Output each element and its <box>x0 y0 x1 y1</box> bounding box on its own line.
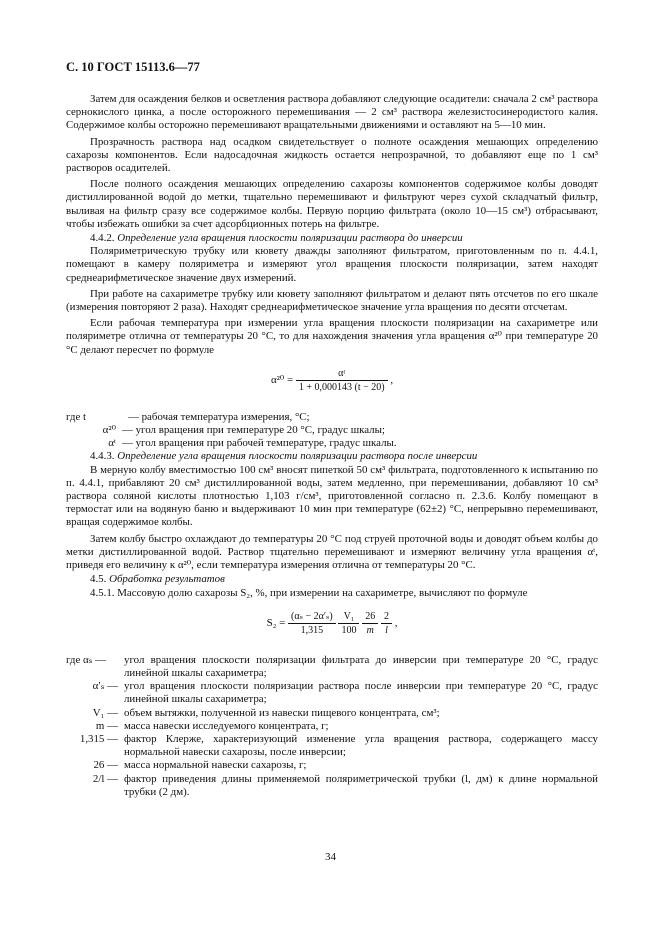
paragraph-cooling: Затем колбу быстро охлаждают до температуры 20 °С под струей проточной воды и доводят объем колбы до метки дистиллированной водой. Раствор тщательно перемешивают и измеряют величину угла вращения αᵗ, приведя его величину к α²⁰, если температура измерения отлична от температуры 20 °С. <box>66 532 598 572</box>
formula-denominator: 1,315 <box>300 624 324 636</box>
formula-numerator: V₁ <box>338 610 359 624</box>
formula-fraction-1 <box>288 610 336 637</box>
where-symbol: αᵗ <box>108 437 116 450</box>
formula-numerator: αᵗ <box>296 367 388 381</box>
where-text: угол вращения плоскости поляризации фильтрата до инверсии при температуре 20 °С, градус линейной шкалы сахариметра; <box>124 653 598 679</box>
formula-sucrose <box>66 610 598 644</box>
where-row <box>66 411 598 424</box>
where-symbol: 2/l — <box>92 772 118 785</box>
where-text: масса навески исследуемого концентрата, г; <box>124 719 329 732</box>
paragraph-filtering: После полного осаждения мешающих определению сахарозы компонентов содержимое колбы доводят дистиллированной водой до метки, тщательно перемешивают и фильтруют через сухой складчатый фильтр, выливая на фильтр сразу все содержимое колбы. Первую порцию фильтрата (около 10—15 см³) отбрасывают, чтобы избежать ошибки за счет адсорбционных потерь на фильтре. <box>66 178 598 230</box>
where-row <box>66 707 598 720</box>
where-text: — угол вращения при рабочей температуре, градус шкалы. <box>122 437 397 450</box>
formula-lhs: α²⁰ = <box>270 373 294 386</box>
where-symbol: 26 — <box>93 759 118 772</box>
section-title: Определение угла вращения плоскости поляризации раствора после инверсии <box>117 450 478 463</box>
formula-numerator: 2 <box>381 610 392 624</box>
formula-temperature-correction <box>66 367 598 401</box>
formula-lhs: S₂ = <box>266 616 286 629</box>
document-body <box>66 93 598 799</box>
paragraph-inversion: В мерную колбу вместимостью 100 см³ вносят пипеткой 50 см³ фильтрата, подготовленного к испытанию по п. 4.4.1, прибавляют 20 см³ дистиллированной воды, затем медленно, при перемешивании, добавляют 10 см³ раствора соляной кислоты плотностью 1,103 г/см³, приготовленной согласно п. 2.3.6. Колбу помещают в термостат или на водяную баню и выдерживают 10 мин при температуре (62±2) °С, непрерывно перемешивают, вращая содержимое колбы. <box>66 463 598 529</box>
where-text: масса нормальной навески сахарозы, г; <box>124 759 307 772</box>
formula-numerator: 26 <box>362 610 378 624</box>
formula-denominator: 100 <box>341 624 357 636</box>
where-row <box>66 733 598 759</box>
where-text: — угол вращения при температуре 20 °С, градус шкалы; <box>122 424 385 437</box>
section-number: 4.5. <box>90 573 107 586</box>
where-symbol: m — <box>95 719 118 732</box>
formula-tail: , <box>394 616 398 629</box>
formula-fraction-2 <box>338 610 359 637</box>
formula-denominator: m <box>366 624 374 636</box>
section-4-5-heading <box>66 573 598 586</box>
where-row <box>66 720 598 733</box>
formula-numerator: (αₛ − 2α′ₛ) <box>288 610 336 624</box>
formula-fraction-4 <box>381 610 392 637</box>
formula-denominator: l <box>385 624 388 636</box>
where-text: — рабочая температура измерения, °С; <box>128 410 310 423</box>
where-symbol: α′ₛ — <box>92 680 118 693</box>
where-text: угол вращения плоскости поляризации раствора после инверсии при температуре 20 °С, градус линейной шкалы сахариметра; <box>124 680 598 706</box>
formula-denominator: 1 + 0,000143 (t − 20) <box>298 382 385 394</box>
where-text: фактор Клерже, характеризующий изменение угла вращения раствора, содержащего массу нормальной навески сахарозы, после инверсии; <box>124 732 598 759</box>
section-number: 4.4.3. <box>90 450 115 463</box>
where-row <box>66 424 598 437</box>
page-number: 34 <box>325 851 336 863</box>
where-text: объем вытяжки, полученной из навески пищевого концентрата, см³; <box>124 706 440 719</box>
where-symbol: где t <box>66 410 87 423</box>
where-symbol: 1,315 — <box>79 732 118 745</box>
page-header: С. 10 ГОСТ 15113.6—77 <box>66 60 200 74</box>
where-row <box>66 654 598 680</box>
formula-tail: , <box>390 373 394 386</box>
paragraph-polarimeter: Поляриметрическую трубку или кювету дважды заполняют фильтратом, приготовленным по п. 4.4.1, помещают в камеру поляриметра и измеряют угол вращения плоскости поляризации, затем находят среднеарифметическое значение двух измерений. <box>66 245 598 284</box>
paragraph-saccharimeter: При работе на сахариметре трубку или кювету заполняют фильтратом и делают пять отсчетов по его шкале (измерения повторяют 2 раза). Находят среднеарифметическое значение угла вращения по десяти отсчетам. <box>66 287 598 314</box>
where-symbol: где αₛ — <box>66 653 107 666</box>
section-title: Определение угла вращения плоскости поляризации раствора до инверсии <box>117 232 463 245</box>
paragraph-sucrose-formula-intro: 4.5.1. Массовую долю сахарозы S₂, %, при измерении на сахариметре, вычисляют по формуле <box>90 586 528 599</box>
paragraph-precipitants: Затем для осаждения белков и осветления раствора добавляют следующие осадители: сначала 2 см³ раствора сернокислого цинка, а после осторожного перемешивания — 2 см³ раствора железистосинеродистого калия. Содержимое колбы осторожно перемешивают вращательными движениями и оставляют на 5—10 мин. <box>66 93 598 132</box>
where-list-2 <box>66 654 598 799</box>
paragraph-transparency: Прозрачность раствора над осадком свидетельствует о полноте осаждения мешающих определению сахарозы компонентов. Если надосадочная жидкость остается непрозрачной, то добавляют еще по 1 см³ растворов осадителей. <box>66 135 598 175</box>
where-text: фактор приведения длины применяемой поляриметрической трубки (l, дм) к длине нормальной трубки (2 дм). <box>124 772 598 798</box>
section-number: 4.4.2. <box>90 232 115 245</box>
paragraph-recalculation: Если рабочая температура при измерении угла вращения плоскости поляризации на сахариметре или поляриметре отлична от температуры 20 °С, то для нахождения значения угла вращения α²⁰ при температуре 20 °С делают пересчет по формуле <box>66 317 598 356</box>
formula-fraction <box>296 367 388 394</box>
where-row <box>66 680 598 706</box>
where-symbol: α²⁰ <box>102 424 116 437</box>
section-4-4-3-heading <box>66 450 598 463</box>
where-list-1 <box>66 411 598 451</box>
where-symbol: V₁ — <box>92 706 118 719</box>
section-title: Обработка результатов <box>109 573 225 586</box>
where-row <box>66 773 598 799</box>
section-4-4-2-heading <box>66 232 598 245</box>
where-row <box>66 759 598 772</box>
where-row <box>66 437 598 450</box>
formula-fraction-3 <box>362 610 378 637</box>
